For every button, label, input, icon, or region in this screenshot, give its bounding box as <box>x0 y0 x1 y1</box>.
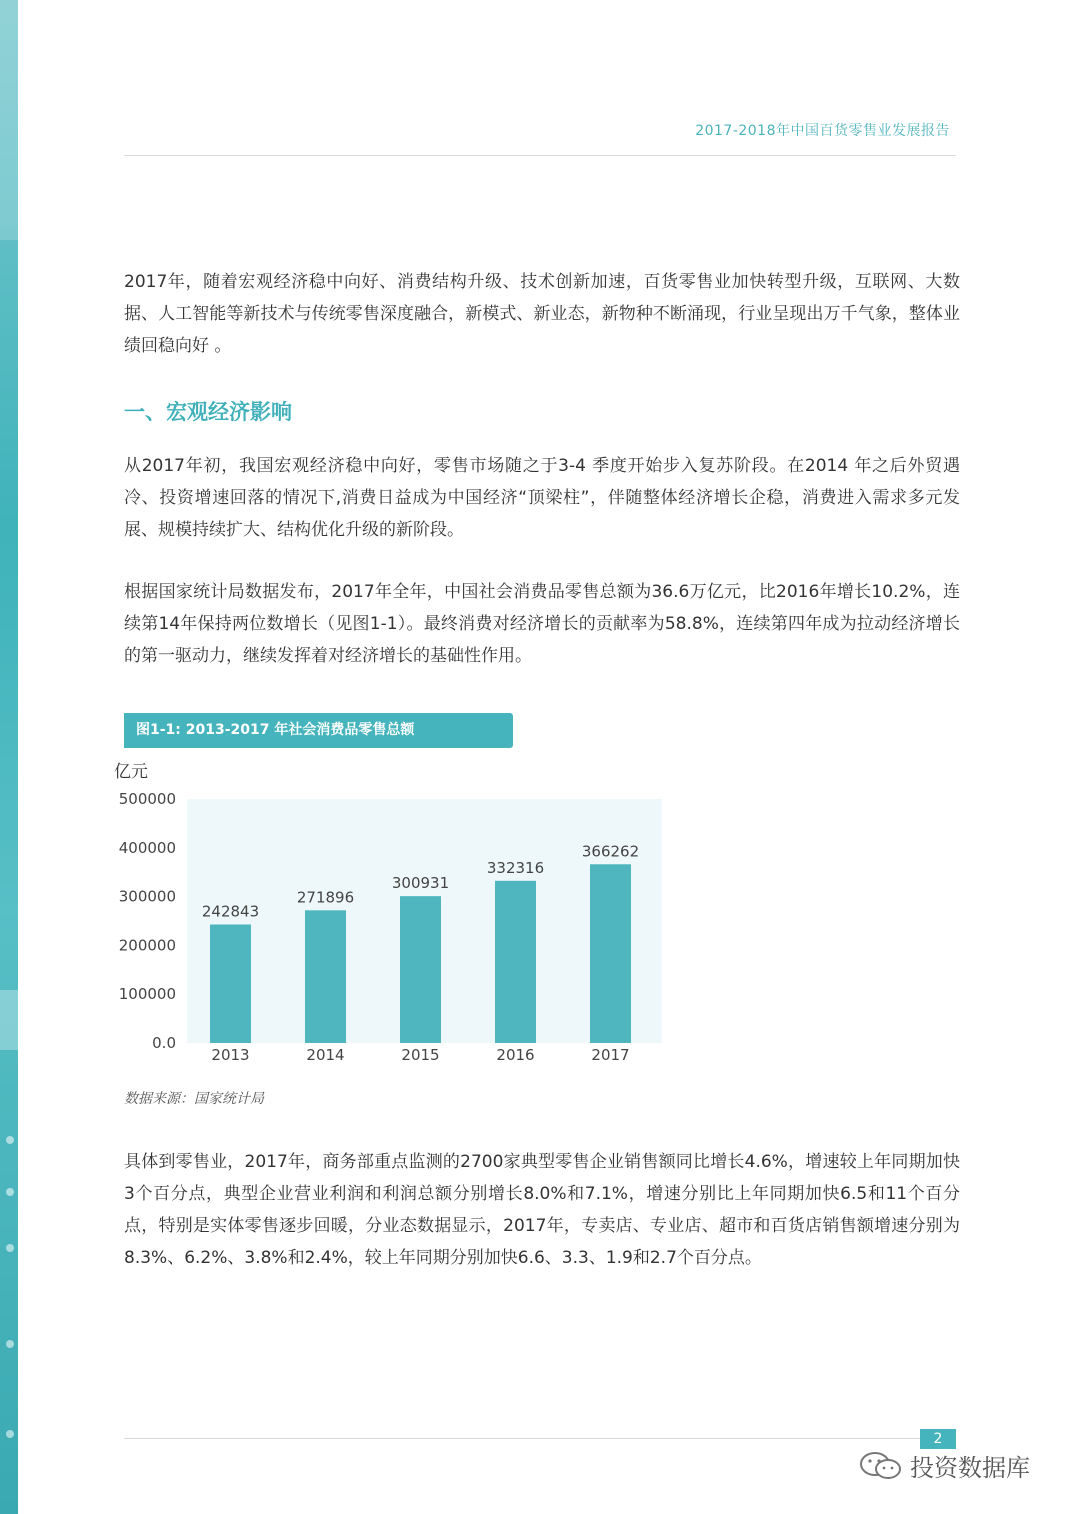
bar <box>495 881 536 1043</box>
y-axis-unit-label: 亿元 <box>114 762 148 782</box>
macro-paragraph-1: 从2017年初，我国宏观经济稳中向好，零售市场随之于3-4 季度开始步入复苏阶段。在2014 年之后外贸遇冷、投资增速回落的情况下,消费日益成为中国经济“顶梁柱”，伴随整体经济增长企稳，消费进入需求多元发展、规模持续扩大、结构优化升级的新阶段。 <box>124 456 960 540</box>
header-divider <box>124 155 956 156</box>
section-heading: 一、宏观经济影响 <box>124 400 292 424</box>
side-decoration <box>0 0 18 1514</box>
y-tick-label: 100000 <box>118 985 176 1004</box>
bar <box>210 924 251 1043</box>
y-tick-label: 300000 <box>118 887 176 906</box>
watermark-text: 投资数据库 <box>910 1454 1030 1482</box>
y-tick-label: 400000 <box>118 838 176 857</box>
figure-source: 数据来源：国家统计局 <box>124 1091 264 1107</box>
x-tick-label: 2013 <box>211 1046 250 1064</box>
footer-divider <box>124 1438 920 1439</box>
bar-data-label: 242843 <box>201 902 260 921</box>
macro-paragraph-2: 根据国家统计局数据发布，2017年全年，中国社会消费品零售总额为36.6万亿元，比2016年增长10.2%，连续第14年保持两位数增长（见图1-1）。最终消费对经济增长的贡献率为58.8%，连续第四年成为拉动经济增长的第一驱动力，继续发挥着对经济增长的基础性作用。 <box>124 582 960 666</box>
wechat-icon <box>858 1451 904 1481</box>
intro-paragraph: 2017年，随着宏观经济稳中向好、消费结构升级、技术创新加速，百货零售业加快转型升级，互联网、大数据、人工智能等新技术与传统零售深度融合，新模式、新业态，新物种不断涌现，行业呈现出万千气象，整体业绩回稳向好 。 <box>124 272 960 356</box>
bar <box>590 864 631 1043</box>
report-header-title: 2017-2018年中国百货零售业发展报告 <box>695 123 950 139</box>
x-tick-label: 2017 <box>591 1046 630 1064</box>
y-tick-label: 500000 <box>118 790 176 808</box>
y-tick-label: 200000 <box>118 936 176 955</box>
x-tick-label: 2015 <box>401 1046 440 1064</box>
retail-paragraph: 具体到零售业，2017年，商务部重点监测的2700家典型零售企业销售额同比增长4.6%，增速较上年同期加快3个百分点，典型企业营业利润和利润总额分别增长8.0%和7.1%，增速分别比上年同期加快6.5和11个百分点，特别是实体零售逐步回暖，分业态数据显示，2017年，专卖店、专业店、超市和百货店销售额增速分别为8.3%、6.2%、3.8%和2.4%，较上年同期分别加快6.6、3.3、1.9和2.7个百分点。 <box>124 1152 960 1268</box>
figure-caption: 图1-1: 2013-2017 年社会消费品零售总额 <box>124 713 513 748</box>
bar-data-label: 332316 <box>486 858 545 877</box>
watermark <box>858 1448 1030 1483</box>
x-tick-label: 2014 <box>306 1046 345 1064</box>
bar-data-label: 271896 <box>296 888 355 907</box>
bar-data-label: 366262 <box>581 842 640 861</box>
page-number: 2 <box>920 1429 956 1449</box>
x-tick-label: 2016 <box>496 1046 535 1064</box>
bar <box>400 896 441 1043</box>
bar-data-label: 300931 <box>391 874 450 893</box>
bar <box>305 910 346 1043</box>
retail-sales-bar-chart <box>110 755 690 1075</box>
y-tick-label: 0.0 <box>152 1034 176 1052</box>
